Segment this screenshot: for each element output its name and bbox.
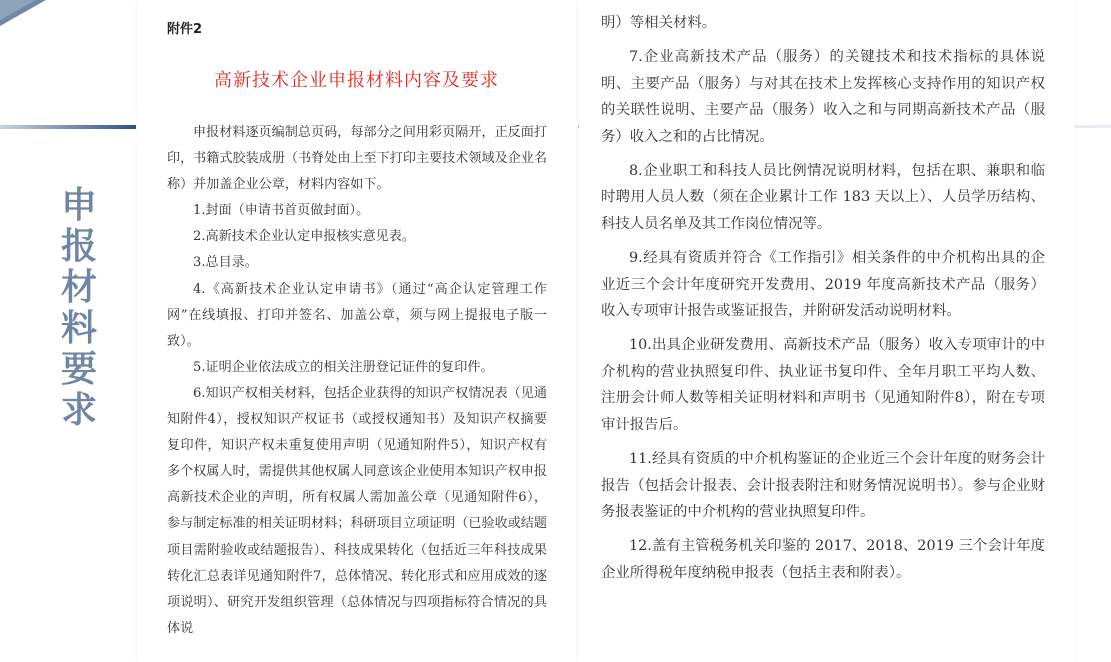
list-item: 4.《高新技术企业认定申请书》（通过“高企认定管理工作网”在线填报、打印并签名、加盖公章，须与网上提报电子版一致）。: [167, 281, 547, 349]
intro-paragraph: 申报材料逐页编制总页码，每部分之间用彩页隔开，正反面打印，书籍式胶装成册（书脊处由上至下打印主要技术领域及企业名称）并加盖企业公章，材料内容如下。: [167, 125, 547, 193]
side-title-char: 求: [60, 390, 97, 431]
list-item: 7.企业高新技术产品（服务）的关键技术和技术指标的具体说明、主要产品（服务）与对其在技术上发挥核心支持作用的知识产权的关联性说明、主要产品（服务）收入之和与同期高新技术产品（服务）收入之和的占比情况。: [601, 49, 1045, 145]
side-title-char: 要: [60, 349, 97, 390]
list-item: 8.企业职工和科技人员比例情况说明材料，包括在职、兼职和临时聘用人员人数（须在企业累计工作 183 天以上）、人员学历结构、科技人员名单及其工作岗位情况等。: [601, 163, 1045, 232]
list-item: 6.知识产权相关材料，包括企业获得的知识产权情况表（见通知附件4），授权知识产权证书（或授权通知书）及知识产权摘要复印件，知识产权未重复使用声明（见通知附件5），知识产权有多个权属人时，需提供其他权属人同意该企业使用本知识产权申报高新技术企业的声明，所有权属人需加盖公章（见通知附件6），参与制定标准的相关证明材料；科研项目立项证明（已验收或结题项目需附验收或结题报告）、科技成果转化（包括近三年科技成果转化汇总表详见通知附件7，总体情况、转化形式和应用成效的逐项说明）、研究开发组织管理（总体情况与四项指标符合情况的具体说: [167, 385, 547, 636]
accent-line-left: [0, 125, 136, 129]
side-title-char: 申: [60, 185, 97, 226]
document-body-right: [601, 10, 1045, 586]
attachment-label: 附件2: [167, 22, 203, 37]
side-title-char: 报: [60, 226, 97, 267]
list-item: 11.经具有资质的中介机构鉴证的企业近三个会计年度的财务会计报告（包括会计报表、会计报表附注和财务情况说明书）。参与企业财务报表鉴证的中介机构的营业执照复印件。: [601, 451, 1045, 520]
list-item: 2.高新技术企业认定申报核实意见表。: [193, 229, 415, 245]
list-item: 1.封面（申请书首页做封面）。: [193, 203, 370, 219]
corner-decoration-inner: [0, 0, 36, 20]
document-page-left: [137, 0, 576, 662]
list-item: 3.总目录。: [193, 255, 258, 271]
list-item: 12.盖有主管税务机关印鉴的 2017、2018、2019 三个会计年度企业所得税年度纳税申报表（包括主表和附表）。: [601, 538, 1045, 581]
side-title-char: 料: [60, 308, 97, 349]
document-title: 高新技术企业申报材料内容及要求: [214, 70, 499, 91]
list-item: 9.经具有资质并符合《工作指引》相关条件的中介机构出具的企业近三个会计年度研究开发费用、2019 年度高新技术产品（服务）收入专项审计报告或鉴证报告，并附研发活动说明材料。: [601, 250, 1045, 320]
continuation-text: 明）等相关材料。: [601, 15, 717, 31]
document-page-right: [579, 0, 1075, 662]
side-title: [55, 185, 103, 431]
side-title-char: 材: [60, 267, 97, 308]
list-item: 10.出具企业研发费用、高新技术产品（服务）收入专项审计的中介机构的营业执照复印件、执业证书复印件、全年月职工平均人数、注册会计师人数等相关证明材料和声明书（见通知附件8），附在专项审计报告后。: [601, 337, 1045, 433]
list-item: 5.证明企业依法成立的相关注册登记证件的复印件。: [193, 359, 494, 375]
document-body-left: [167, 120, 547, 642]
